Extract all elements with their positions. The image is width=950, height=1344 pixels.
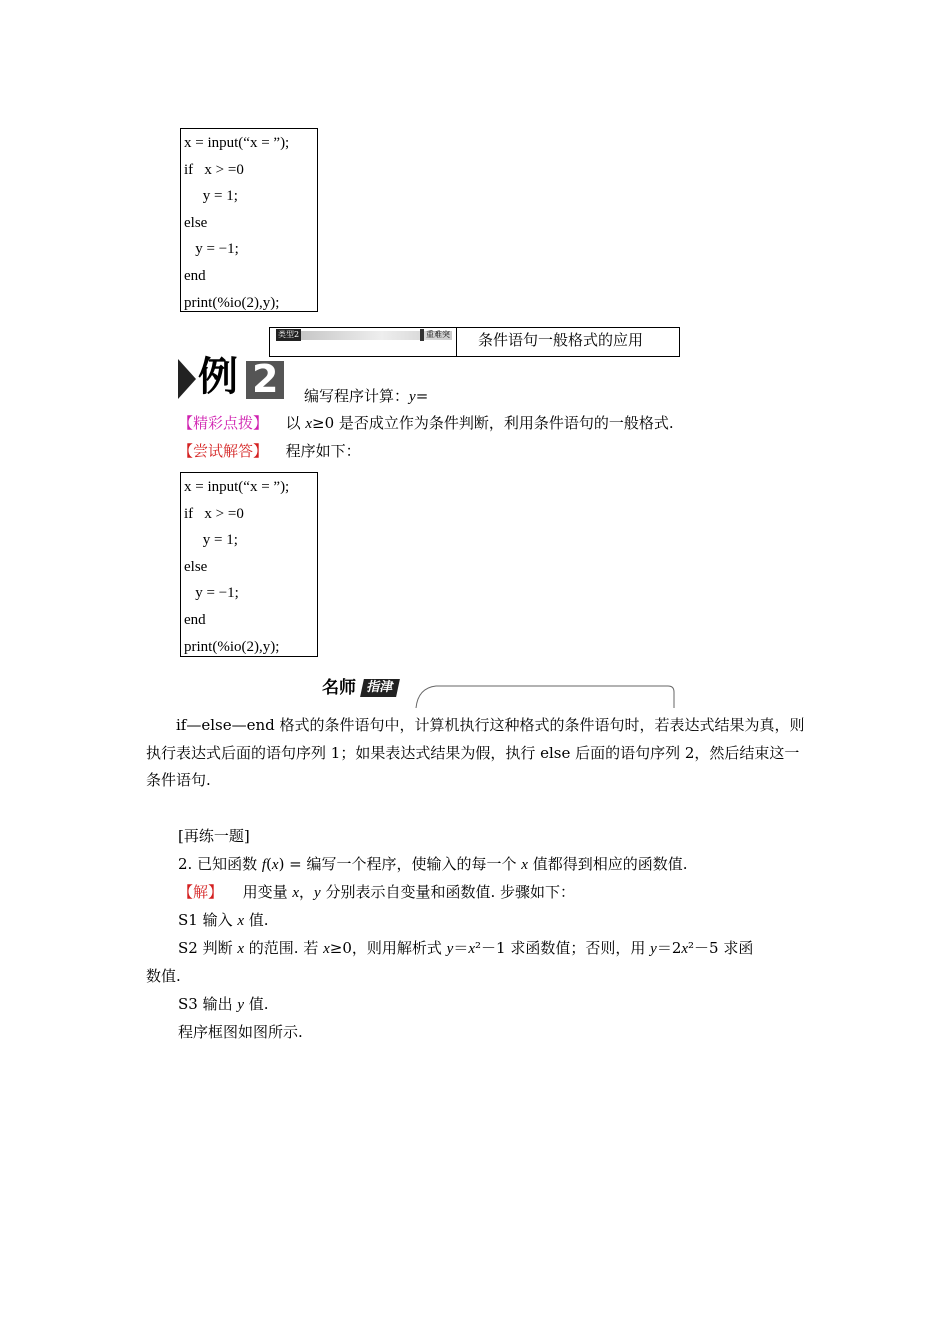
code-line: if x > =0: [184, 161, 244, 178]
code-line: else: [184, 214, 208, 231]
step-2: S2 判断 x 的范围. 若 x≥0，则用解析式 y＝x²－1 求函数值；否则，用 y＝2x²－5 求函: [178, 939, 754, 957]
code-line: print(%io(2),y);: [184, 638, 280, 655]
tips-line: 【精彩点拨】 以 x≥0 是否成立作为条件判断，利用条件语句的一般格式.: [178, 414, 674, 432]
code-block-2: [180, 472, 318, 657]
example-prompt: 编写程序计算：y=: [304, 387, 429, 405]
practice-question: 2. 已知函数 f(x) = 编写一个程序，使输入的每一个 x 值都得到相应的函数值.: [178, 855, 688, 873]
section-title: 条件语句一般格式的应用: [478, 331, 644, 349]
solution-label: 【解】: [178, 883, 224, 901]
example-number: 2: [252, 357, 279, 401]
example-badge: [176, 354, 286, 401]
code-line: end: [184, 267, 206, 284]
step-3: S3 输出 y 值.: [178, 995, 269, 1013]
code-line: else: [184, 558, 208, 575]
tips-label: 【精彩点拨】: [178, 414, 269, 432]
solution-line: 【解】 用变量 x，y 分别表示自变量和函数值. 步骤如下：: [178, 883, 576, 901]
step-2-cont: 数值.: [146, 967, 181, 985]
teacher-note-badge: 指津: [360, 679, 400, 697]
code-line: print(%io(2),y);: [184, 294, 280, 311]
teacher-note-text: if—else—end 格式的条件语句中，计算机执行这种格式的条件语句时，若表达式结果为真，则执行表达式后面的语句序列 1；如果表达式结果为假，执行 else 后面的语句序列 2，然后结束这一条件语句.: [146, 716, 805, 789]
section-tag: 类型2: [278, 330, 300, 339]
step-1: S1 输入 x 值.: [178, 911, 269, 929]
answer-line: 【尝试解答】 程序如下：: [178, 442, 361, 460]
code-line: y = −1;: [184, 241, 239, 258]
teacher-note-label: 名师: [322, 678, 356, 698]
closing-line: 程序框图如图所示.: [178, 1023, 303, 1041]
practice-header: [再练一题]: [178, 827, 250, 845]
code-line: x = input(“x = ”);: [184, 479, 290, 495]
code-line: if x > =0: [184, 505, 244, 522]
code-line: y = 1;: [184, 188, 238, 205]
section-divider: [456, 328, 457, 356]
section-tag-right: 重难突: [420, 329, 450, 341]
code-line: y = 1;: [184, 532, 238, 549]
example-arrow-icon: [176, 357, 198, 401]
example-label: 例: [198, 354, 238, 400]
code-line: y = −1;: [184, 585, 239, 602]
code-block-1: [180, 128, 318, 312]
teacher-note-header: [318, 676, 678, 710]
code-line: end: [184, 611, 206, 628]
section-header: [269, 327, 680, 357]
code-line: x = input(“x = ”);: [184, 135, 290, 151]
answer-label: 【尝试解答】: [178, 442, 269, 460]
teacher-note-frame: [414, 680, 678, 710]
